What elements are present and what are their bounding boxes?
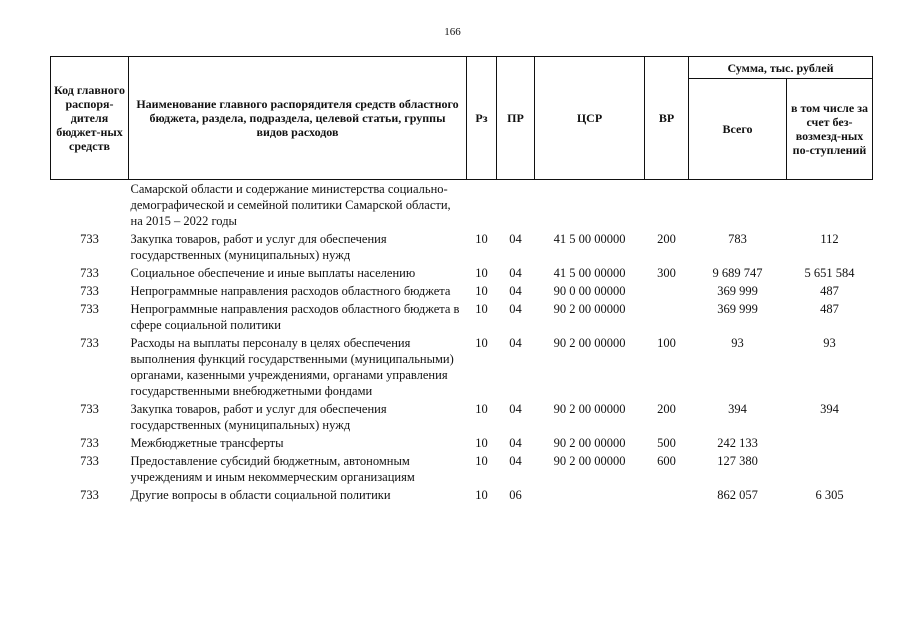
table-row — [51, 300, 873, 334]
cell-vr: 600 — [657, 454, 676, 468]
cell-code — [51, 180, 129, 231]
cell-vr — [645, 282, 689, 300]
table-row — [51, 400, 873, 434]
cell-free: 112 — [820, 232, 839, 246]
cell-name: Предоставление субсидий бюджетным, автономным учреждениям и иным некоммерческим организациям — [130, 454, 415, 484]
cell-vr — [645, 300, 689, 334]
cell-total: 369 999 — [717, 302, 758, 316]
cell-pr — [497, 180, 535, 231]
cell-name: Непрограммные направления расходов областного бюджета — [130, 284, 451, 298]
cell-name: Другие вопросы в области социальной политики — [130, 488, 391, 502]
cell-code: 733 — [80, 302, 99, 316]
cell-code: 733 — [80, 266, 99, 280]
page-number: 166 — [444, 26, 461, 38]
cell-code: 733 — [80, 232, 99, 246]
cell-total: 93 — [731, 336, 744, 350]
cell-free: 487 — [820, 284, 839, 298]
cell-name: Расходы на выплаты персоналу в целях обеспечения выполнения функций государственными (муниципальными) органами, казенными учреждениями, органами управления государственными внебюджетными фондами — [130, 336, 454, 398]
cell-csr: 90 0 00 00000 — [553, 284, 626, 298]
cell-free: 394 — [820, 402, 839, 416]
cell-name: Непрограммные направления расходов областного бюджета в сфере социальной политики — [130, 302, 460, 332]
cell-rz: 10 — [475, 336, 488, 350]
cell-vr: 100 — [657, 336, 676, 350]
cell-total: 394 — [728, 402, 747, 416]
cell-total: 242 133 — [717, 436, 758, 450]
table-row — [51, 180, 873, 231]
cell-name: Межбюджетные трансферты — [130, 436, 284, 450]
cell-total: 783 — [728, 232, 747, 246]
cell-pr: 04 — [509, 284, 522, 298]
cell-total: 369 999 — [717, 284, 758, 298]
cell-total: 9 689 747 — [712, 266, 763, 280]
cell-free — [787, 180, 873, 231]
cell-csr: 90 2 00 00000 — [553, 336, 626, 350]
cell-total: 127 380 — [717, 454, 758, 468]
budget-table — [50, 56, 873, 504]
cell-name: Закупка товаров, работ и услуг для обеспечения государственных (муниципальных) нужд — [130, 402, 387, 432]
cell-vr: 200 — [657, 232, 676, 246]
cell-pr: 04 — [509, 402, 522, 416]
table-row — [51, 452, 873, 486]
cell-free: 93 — [823, 336, 836, 350]
cell-csr: 90 2 00 00000 — [553, 436, 626, 450]
header-pr: ПР — [497, 57, 535, 180]
cell-pr: 06 — [509, 488, 522, 502]
cell-code: 733 — [80, 284, 99, 298]
table-row — [51, 334, 873, 400]
cell-rz: 10 — [475, 232, 488, 246]
table-row — [51, 230, 873, 264]
table-row — [51, 486, 873, 504]
cell-rz — [467, 180, 497, 231]
cell-rz: 10 — [475, 436, 488, 450]
cell-rz: 10 — [475, 284, 488, 298]
header-sum-group: Сумма, тыс. рублей — [689, 57, 873, 79]
cell-name: Самарской области и содержание министерства социально-демографической и семейной политики Самарской области, на 2015 – 2022 годы — [130, 182, 451, 228]
header-csr: ЦСР — [535, 57, 645, 180]
cell-rz: 10 — [475, 454, 488, 468]
cell-vr — [645, 486, 689, 504]
cell-csr — [535, 486, 645, 504]
header-total: Всего — [689, 79, 787, 180]
header-code: Код главного распоря-дителя бюджет-ных средств — [51, 57, 129, 180]
cell-rz: 10 — [475, 302, 488, 316]
cell-code: 733 — [80, 402, 99, 416]
cell-pr: 04 — [509, 436, 522, 450]
cell-free — [787, 452, 873, 486]
cell-pr: 04 — [509, 336, 522, 350]
table-row — [51, 282, 873, 300]
cell-name: Социальное обеспечение и иные выплаты населению — [130, 266, 416, 280]
cell-pr: 04 — [509, 302, 522, 316]
header-name: Наименование главного распорядителя средств областного бюджета, раздела, подраздела, целевой статьи, группы видов расходов — [129, 57, 467, 180]
cell-csr: 41 5 00 00000 — [553, 232, 626, 246]
cell-code: 733 — [80, 436, 99, 450]
header-free: в том числе за счет без-возмезд-ных по-ступлений — [787, 79, 873, 180]
cell-pr: 04 — [509, 232, 522, 246]
cell-total: 862 057 — [717, 488, 758, 502]
header-vr: ВР — [645, 57, 689, 180]
cell-rz: 10 — [475, 488, 488, 502]
cell-code: 733 — [80, 454, 99, 468]
cell-free — [787, 434, 873, 452]
cell-vr: 500 — [657, 436, 676, 450]
cell-csr — [535, 180, 645, 231]
header-rz: Рз — [467, 57, 497, 180]
cell-csr: 90 2 00 00000 — [553, 402, 626, 416]
cell-free: 5 651 584 — [804, 266, 855, 280]
cell-csr: 90 2 00 00000 — [553, 302, 626, 316]
cell-rz: 10 — [475, 402, 488, 416]
cell-vr — [645, 180, 689, 231]
cell-csr: 41 5 00 00000 — [553, 266, 626, 280]
cell-pr: 04 — [509, 454, 522, 468]
cell-pr: 04 — [509, 266, 522, 280]
table-row — [51, 434, 873, 452]
cell-vr: 200 — [657, 402, 676, 416]
cell-vr: 300 — [657, 266, 676, 280]
cell-code: 733 — [80, 336, 99, 350]
cell-csr: 90 2 00 00000 — [553, 454, 626, 468]
cell-rz: 10 — [475, 266, 488, 280]
table-row — [51, 264, 873, 282]
cell-free: 6 305 — [815, 488, 844, 502]
cell-name: Закупка товаров, работ и услуг для обеспечения государственных (муниципальных) нужд — [130, 232, 387, 262]
cell-free: 487 — [820, 302, 839, 316]
cell-code: 733 — [80, 488, 99, 502]
cell-total — [689, 180, 787, 231]
